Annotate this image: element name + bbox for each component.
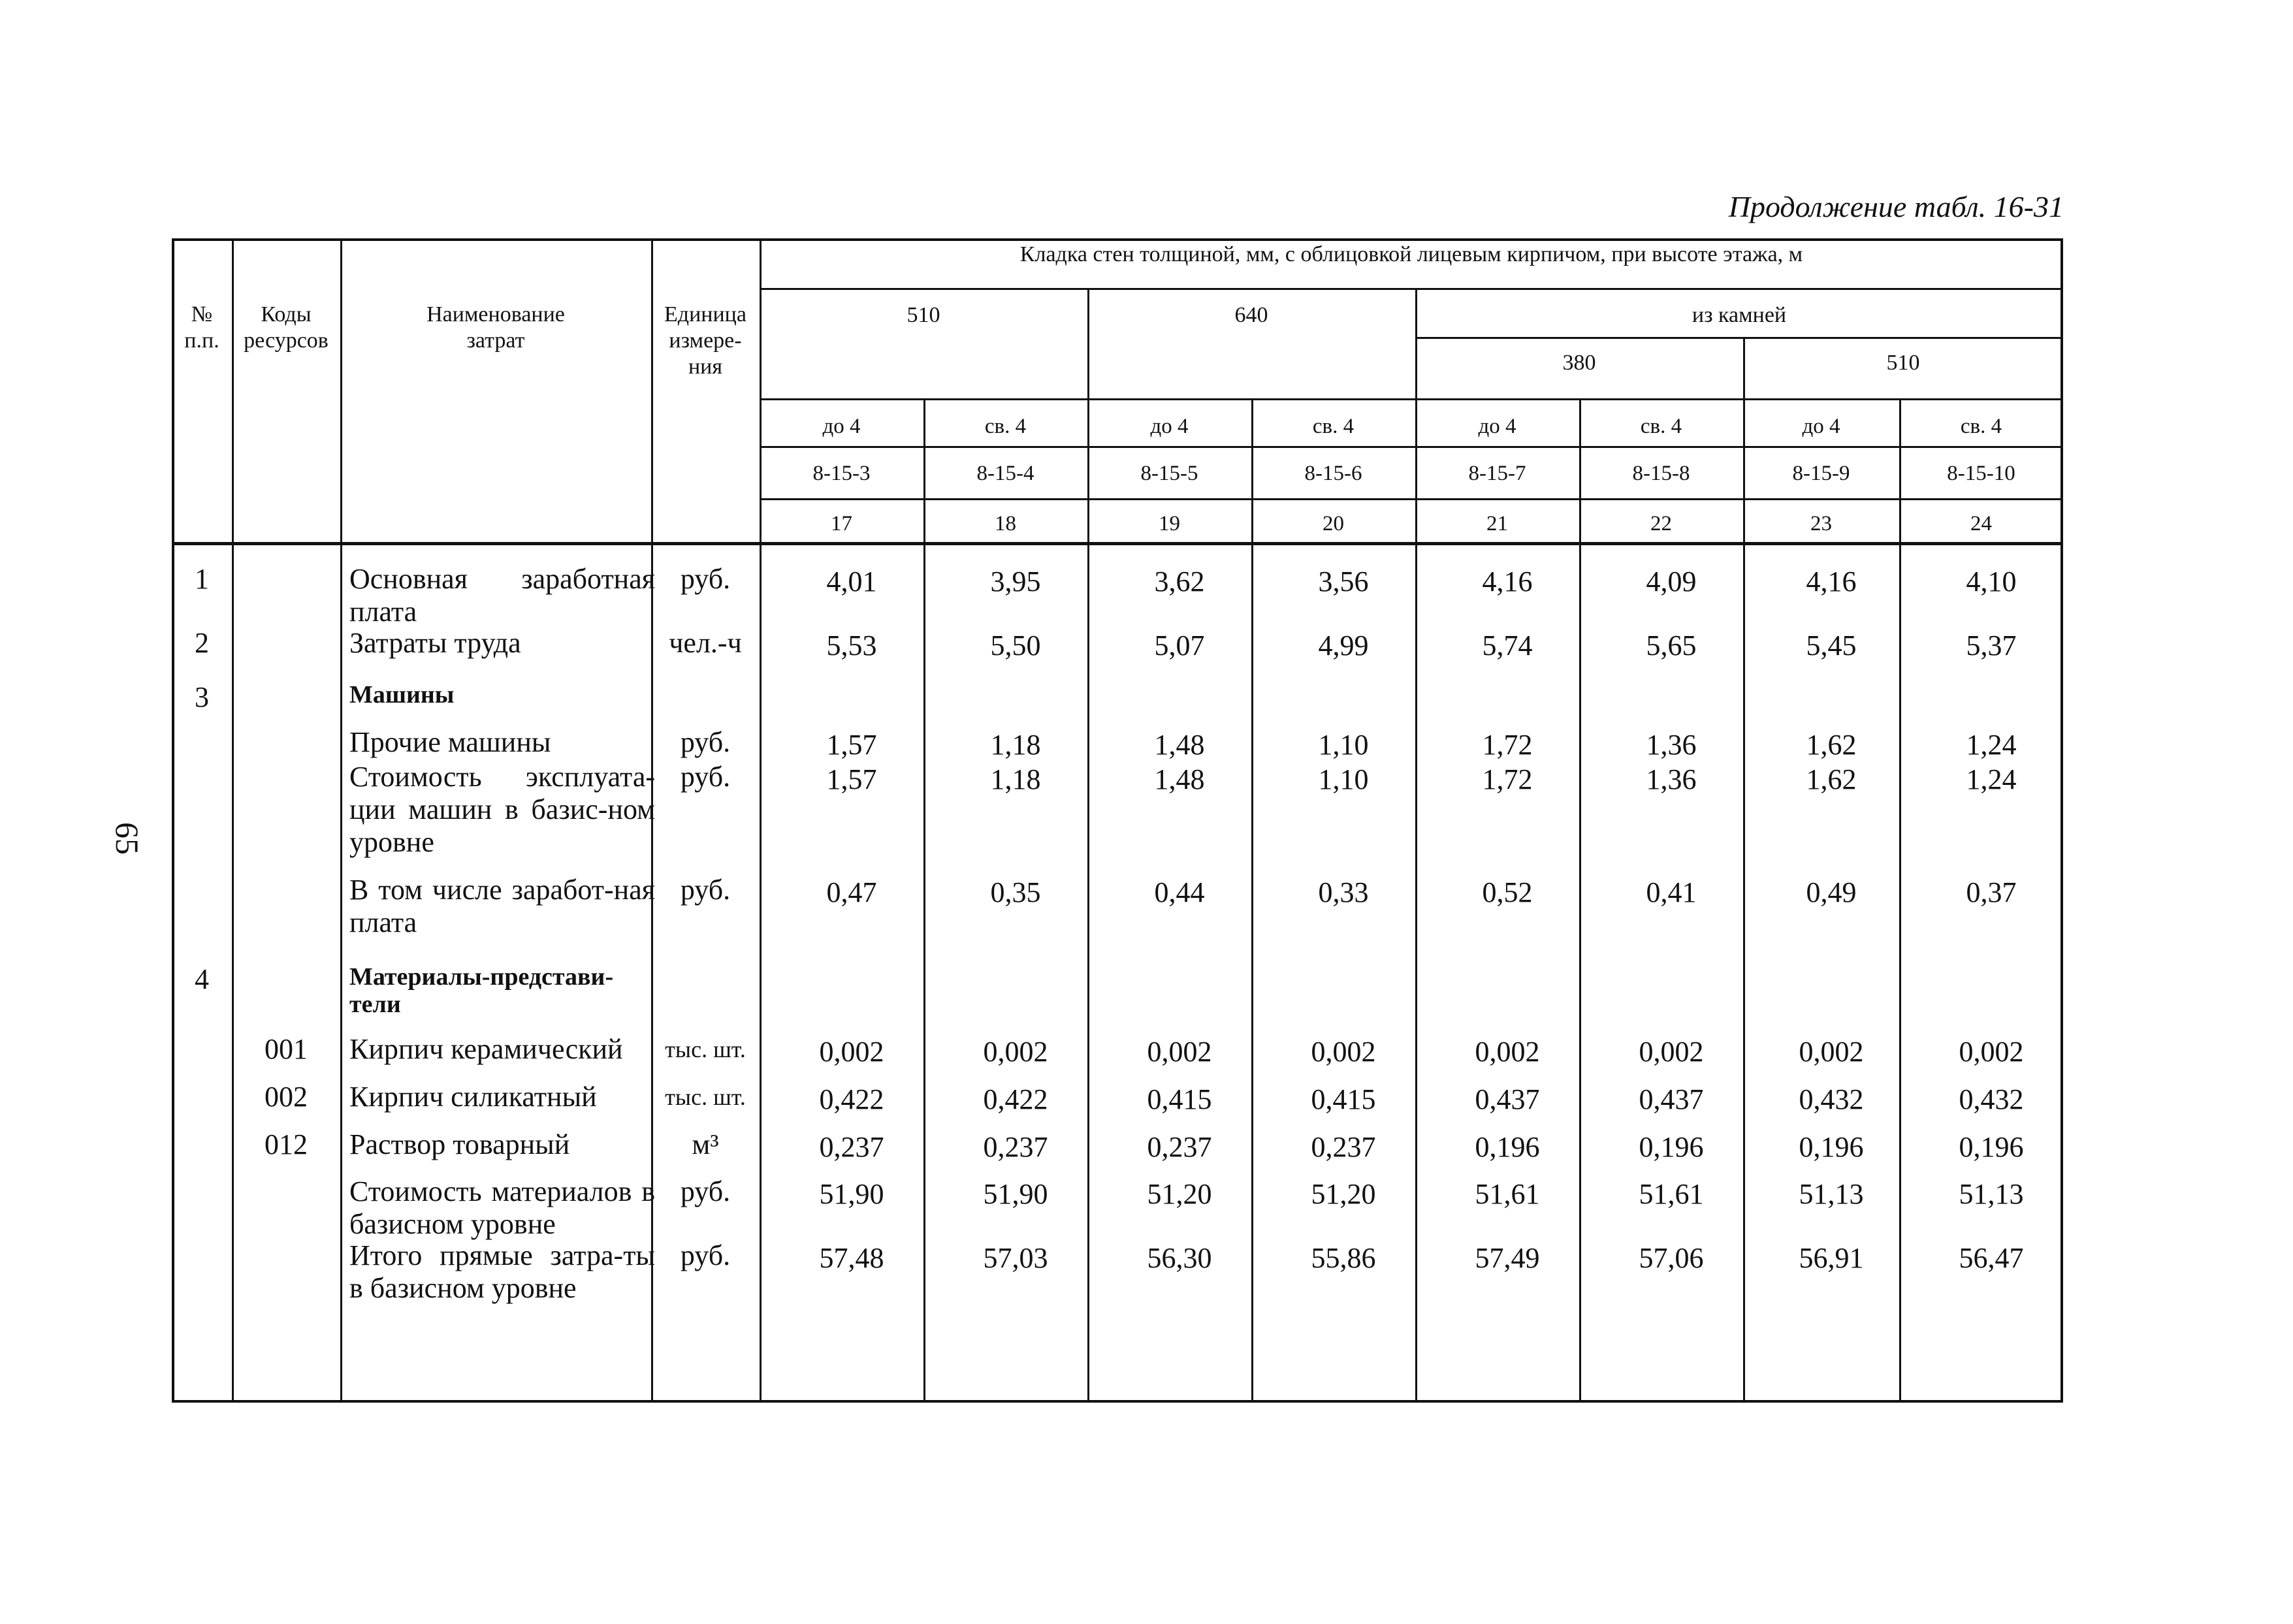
header-col-number: 23 (1810, 512, 1832, 535)
header-code: 8-15-6 (1304, 462, 1362, 485)
table-cell-value: 51,20 (1147, 1178, 1212, 1210)
table-cell-value: 0,432 (1799, 1083, 1864, 1115)
table-cell-value: 1,18 (990, 729, 1041, 761)
table-cell-value: 51,20 (1311, 1178, 1376, 1210)
unit: руб. (680, 563, 731, 595)
table-cell-value: 0,002 (1959, 1036, 2024, 1068)
table-cell-value: 5,53 (826, 629, 877, 661)
table-cell-value: 1,62 (1806, 729, 1857, 761)
table-cell-value: 0,49 (1806, 876, 1857, 908)
divider (232, 238, 234, 1403)
table-cell-value: 0,237 (1147, 1131, 1212, 1163)
table-cell-value: 1,36 (1646, 763, 1697, 795)
cost-name: Раствор товарный (349, 1128, 570, 1160)
resource-code: 002 (265, 1081, 308, 1113)
table-cell-value: 1,57 (826, 729, 877, 761)
table-cell-value: 5,65 (1646, 629, 1697, 661)
header-height: св. 4 (984, 415, 1027, 438)
table-cell-value: 1,24 (1966, 729, 2017, 761)
table-cell-value: 51,61 (1639, 1178, 1704, 1210)
table-cell-value: 51,13 (1959, 1178, 2024, 1210)
table-cell-value: 5,07 (1154, 629, 1205, 661)
table-cell-value: 57,49 (1475, 1242, 1540, 1274)
table-cell-value: 57,06 (1639, 1242, 1704, 1274)
divider (1415, 337, 2063, 339)
row-number: 4 (195, 963, 209, 995)
table-cell-value: 1,62 (1806, 763, 1857, 795)
table-cell-value: 0,002 (1475, 1036, 1540, 1068)
header-height: до 4 (1150, 415, 1189, 438)
table-cell-value: 0,44 (1154, 876, 1205, 908)
table-cell-value: 4,09 (1646, 565, 1697, 597)
table-cell-value: 51,61 (1475, 1178, 1540, 1210)
table-cell-value: 0,33 (1318, 876, 1369, 908)
cost-name: Итого прямые затра-ты в базисном уровне (349, 1239, 655, 1304)
table-cell-value: 0,422 (819, 1083, 884, 1115)
header-unit: Единица измере- ния (664, 302, 746, 379)
header-bottom-rule (172, 542, 2063, 545)
table-cell-value: 1,24 (1966, 763, 2017, 795)
table-cell-value: 57,03 (983, 1242, 1048, 1274)
header-num: № п.п. (184, 302, 219, 353)
resource-code: 001 (265, 1033, 308, 1065)
unit: руб. (680, 1175, 731, 1207)
header-code: 8-15-5 (1140, 462, 1198, 485)
header-code: 8-15-10 (1947, 462, 2015, 485)
header-col-number: 22 (1650, 512, 1672, 535)
cost-name: Прочие машины (349, 726, 551, 758)
header-height: до 4 (822, 415, 861, 438)
table-cell-value: 3,95 (990, 565, 1041, 597)
unit: руб. (680, 726, 731, 758)
table-caption: Продолжение табл. 16-31 (1728, 190, 2064, 223)
table-cell-value: 5,37 (1966, 629, 2017, 661)
divider (760, 288, 2063, 290)
table-cell-value: 1,72 (1482, 729, 1533, 761)
row-number: 1 (195, 563, 209, 595)
cost-name: Материалы-представи-тели (349, 963, 614, 1018)
divider (1087, 289, 1089, 1403)
header-code: 8-15-7 (1468, 462, 1526, 485)
cost-name: Стоимость эксплуата-ции машин в базис-ном уровне (349, 761, 655, 858)
unit: руб. (680, 761, 731, 793)
table-cell-value: 1,36 (1646, 729, 1697, 761)
table-cell-value: 0,002 (1799, 1036, 1864, 1068)
table-cell-value: 0,196 (1475, 1131, 1540, 1163)
header-stone: из камней (1692, 303, 1787, 327)
header-col-number: 18 (995, 512, 1016, 535)
header-thickness-640: 640 (1234, 303, 1268, 327)
table-cell-value: 0,196 (1959, 1131, 2024, 1163)
header-code: 8-15-4 (976, 462, 1034, 485)
table-cell-value: 57,48 (819, 1242, 884, 1274)
table-cell-value: 56,91 (1799, 1242, 1864, 1274)
table-cell-value: 1,72 (1482, 763, 1533, 795)
table-cell-value: 0,196 (1799, 1131, 1864, 1163)
table-cell-value: 0,002 (983, 1036, 1048, 1068)
header-col-number: 20 (1323, 512, 1344, 535)
table-cell-value: 0,47 (826, 876, 877, 908)
table-cell-value: 4,10 (1966, 565, 2017, 597)
table-cell-value: 0,437 (1475, 1083, 1540, 1115)
row-number: 3 (195, 681, 209, 713)
header-code: 8-15-3 (812, 462, 871, 485)
unit: м³ (692, 1128, 719, 1160)
header-thickness-510: 510 (906, 303, 940, 327)
cost-name: Затраты труда (349, 627, 521, 659)
unit: руб. (680, 1239, 731, 1271)
table-cell-value: 3,62 (1154, 565, 1205, 597)
header-stone-380: 380 (1562, 351, 1596, 375)
divider (340, 238, 342, 1403)
table-cell-value: 0,52 (1482, 876, 1533, 908)
table-cell-value: 56,30 (1147, 1242, 1212, 1274)
table-cell-value: 1,48 (1154, 729, 1205, 761)
cost-name: Основная заработная плата (349, 563, 655, 628)
table-cell-value: 55,86 (1311, 1242, 1376, 1274)
table-cell-value: 5,74 (1482, 629, 1533, 661)
cost-name: Кирпич силикатный (349, 1081, 597, 1113)
table-cell-value: 0,415 (1147, 1083, 1212, 1115)
row-number: 2 (195, 627, 209, 659)
header-col-number: 24 (1970, 512, 1992, 535)
table-cell-value: 0,37 (1966, 876, 2017, 908)
table-cell-value: 51,13 (1799, 1178, 1864, 1210)
table-cell-value: 4,16 (1482, 565, 1533, 597)
table-cell-value: 1,57 (826, 763, 877, 795)
header-stone-510: 510 (1886, 351, 1920, 375)
divider (760, 446, 2063, 448)
table-cell-value: 0,002 (1147, 1036, 1212, 1068)
header-codes: Коды ресурсов (244, 302, 329, 353)
unit: чел.-ч (669, 627, 742, 659)
table-cell-value: 1,10 (1318, 729, 1369, 761)
header-code: 8-15-8 (1632, 462, 1690, 485)
page-number: 65 (109, 822, 146, 855)
table-cell-value: 4,16 (1806, 565, 1857, 597)
table-cell-value: 5,50 (990, 629, 1041, 661)
table-cell-value: 0,35 (990, 876, 1041, 908)
header-col-number: 19 (1159, 512, 1180, 535)
table-cell-value: 0,002 (1311, 1036, 1376, 1068)
table-cell-value: 51,90 (819, 1178, 884, 1210)
cost-name: В том числе заработ-ная плата (349, 874, 655, 938)
header-group-title: Кладка стен толщиной, мм, с облицовкой лицевым кирпичом, при высоте этажа, м (1019, 242, 1803, 266)
table-cell-value: 0,237 (983, 1131, 1048, 1163)
table-cell-value: 0,41 (1646, 876, 1697, 908)
unit: тыс. шт. (665, 1084, 746, 1110)
unit: тыс. шт. (665, 1036, 746, 1062)
divider (1415, 289, 1417, 1403)
table-cell-value: 4,99 (1318, 629, 1369, 661)
header-height: до 4 (1802, 415, 1840, 438)
cost-name: Кирпич керамический (349, 1033, 623, 1065)
table-cell-value: 1,18 (990, 763, 1041, 795)
table-cell-value: 5,45 (1806, 629, 1857, 661)
table-cell-value: 0,002 (1639, 1036, 1704, 1068)
unit: руб. (680, 874, 731, 906)
divider (760, 398, 2063, 400)
table-cell-value: 56,47 (1959, 1242, 2024, 1274)
table-cell-value: 0,422 (983, 1083, 1048, 1115)
table-cell-value: 0,415 (1311, 1083, 1376, 1115)
table-cell-value: 0,432 (1959, 1083, 2024, 1115)
table-cell-value: 3,56 (1318, 565, 1369, 597)
table-cell-value: 4,01 (826, 565, 877, 597)
table-cell-value: 0,237 (819, 1131, 884, 1163)
table-cell-value: 51,90 (983, 1178, 1048, 1210)
header-height: св. 4 (1960, 415, 2002, 438)
table-cell-value: 0,002 (819, 1036, 884, 1068)
table-cell-value: 1,10 (1318, 763, 1369, 795)
table-cell-value: 0,437 (1639, 1083, 1704, 1115)
divider (760, 498, 2063, 500)
table-cell-value: 0,196 (1639, 1131, 1704, 1163)
cost-name: Стоимость материалов в базисном уровне (349, 1175, 655, 1240)
header-height: св. 4 (1312, 415, 1355, 438)
header-col-number: 17 (831, 512, 852, 535)
header-name: Наименование затрат (426, 302, 565, 353)
cost-name: Машины (349, 681, 455, 709)
header-height: св. 4 (1640, 415, 1682, 438)
table-cell-value: 0,237 (1311, 1131, 1376, 1163)
header-height: до 4 (1478, 415, 1516, 438)
header-col-number: 21 (1486, 512, 1508, 535)
table-cell-value: 1,48 (1154, 763, 1205, 795)
resource-code: 012 (265, 1128, 308, 1160)
header-code: 8-15-9 (1792, 462, 1850, 485)
